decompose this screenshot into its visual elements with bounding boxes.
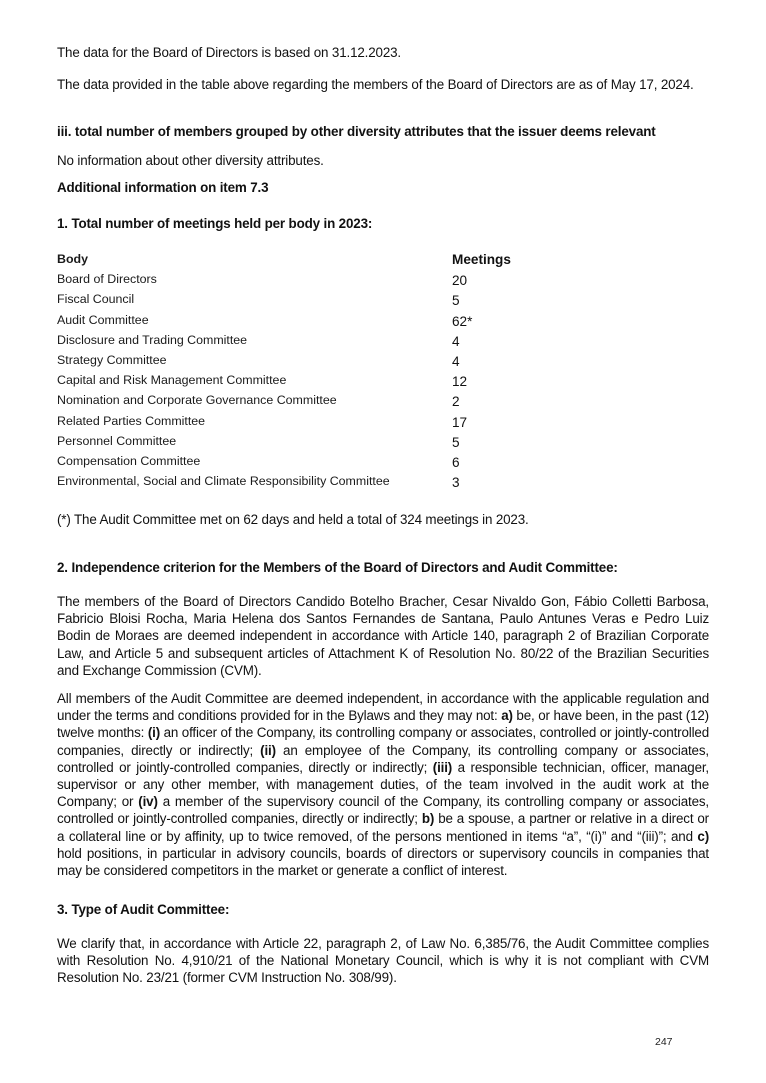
item-marker: c)	[697, 828, 709, 844]
page-number: 247	[655, 1036, 673, 1048]
meetings-cell: 4	[452, 333, 460, 349]
diversity-attributes-heading: iii. total number of members grouped by other diversity attributes that the issuer deems relevant	[57, 124, 656, 139]
text-segment: a responsible technician, officer, manager, supervisor or any other member, with management duties, of the team involved in the audit work at the Company; or	[57, 759, 710, 810]
column-header-meetings: Meetings	[452, 252, 511, 267]
audit-committee-independence-text	[57, 690, 709, 879]
body-cell: Board of Directors	[57, 272, 157, 287]
table-row	[57, 472, 537, 492]
body-cell: Personnel Committee	[57, 433, 177, 448]
body-cell: Strategy Committee	[57, 352, 167, 367]
item-marker: b)	[421, 811, 435, 827]
item-marker: (iii)	[432, 759, 453, 775]
table-row	[57, 391, 537, 411]
meetings-per-body-heading: 1. Total number of meetings held per body in 2023:	[57, 216, 373, 231]
meetings-cell: 3	[452, 475, 460, 491]
meetings-cell: 6	[452, 454, 460, 470]
text-segment: All members of the Audit Committee are deemed independent, in accordance with the applicable regulation and under the terms and conditions provided for in the Bylaws and they may not:	[57, 691, 709, 724]
additional-info-heading: Additional information on item 7.3	[57, 180, 269, 195]
independence-criterion-heading: 2. Independence criterion for the Members of the Board of Directors and Audit Committee:	[57, 560, 618, 575]
body-cell: Disclosure and Trading Committee	[57, 332, 248, 347]
meetings-cell: 20	[452, 273, 468, 289]
board-data-date-text: The data for the Board of Directors is based on 31.12.2023.	[57, 45, 401, 60]
table-row	[57, 452, 537, 472]
body-cell: Related Parties Committee	[57, 413, 206, 428]
meetings-cell: 5	[452, 434, 460, 450]
no-diversity-info-text: No information about other diversity attributes.	[57, 153, 324, 168]
body-cell: Environmental, Social and Climate Responsibility Committee	[57, 474, 390, 489]
audit-committee-type-text: We clarify that, in accordance with Article 22, paragraph 2, of Law No. 6,385/76, the Audit Committee complies with Resolution No. 4,910/21 of the National Monetary Council, which is why it is not compliant with CVM Resolution No. 23/21 (former CVM Instruction No. 308/99).	[57, 936, 709, 986]
meetings-cell: 5	[452, 293, 460, 309]
text-segment: be, or have been, in the past (12) twelve months:	[57, 708, 709, 741]
body-cell: Capital and Risk Management Committee	[57, 373, 287, 388]
text-segment: an officer of the Company, its controlling company or associates, controlled or jointly-controlled companies, directly or indirectly;	[57, 725, 710, 758]
body-cell: Nomination and Corporate Governance Committee	[57, 393, 337, 408]
text-segment: be a spouse, a partner or relative in a direct or a collateral line or by affinity, up to twice removed, of the persons mentioned in items “a”, “(i)” and “(iii)”; and	[57, 811, 709, 844]
table-row	[57, 311, 537, 331]
table-row	[57, 270, 537, 290]
meetings-cell: 2	[452, 394, 460, 410]
table-row	[57, 432, 537, 452]
table-row	[57, 351, 537, 371]
item-marker: (i)	[147, 725, 161, 741]
item-marker: (ii)	[260, 742, 276, 758]
text-segment: an employee of the Company, its controlling company or associates, controlled or jointly-controlled companies, directly or indirectly;	[57, 742, 709, 775]
meetings-cell: 17	[452, 414, 468, 430]
body-cell: Fiscal Council	[57, 292, 135, 307]
audit-committee-type-heading: 3. Type of Audit Committee:	[57, 902, 230, 917]
meetings-cell: 4	[452, 353, 460, 369]
column-header-body: Body	[57, 252, 88, 266]
text-segment: a member of the supervisory council of the Company, its controlling company or associates, controlled or jointly-controlled companies, directly or indirectly;	[57, 794, 709, 827]
item-marker: a)	[501, 708, 513, 724]
body-cell: Audit Committee	[57, 312, 149, 327]
independent-board-members-text: The members of the Board of Directors Candido Botelho Bracher, Cesar Nivaldo Gon, Fábio Colletti Barbosa, Fabricio Bloisi Rocha, Maria Helena dos Santos Fernandes de Santana, Paulo Antunes Veras e Pedro Luiz Bodin de Moraes are deemed independent in accordance with Article 140, paragraph 2 of Brazilian Corporate Law, and Article 5 and subsequent articles of Attachment K of Resolution No. 80/22 of the Brazilian Securities and Exchange Commission (CVM).	[57, 594, 709, 678]
table-header-row	[57, 250, 537, 270]
table-row	[57, 331, 537, 351]
text-segment: hold positions, in particular in advisory councils, boards of directors or supervisory councils in companies that may be considered competitors in the market or generate a conflict of interest.	[57, 845, 709, 879]
meetings-cell: 62*	[452, 313, 473, 329]
table-row	[57, 371, 537, 391]
meetings-table	[57, 250, 537, 492]
table-row	[57, 412, 537, 432]
meetings-cell: 12	[452, 374, 468, 390]
item-marker: (iv)	[138, 794, 158, 810]
body-cell: Compensation Committee	[57, 453, 201, 468]
table-row	[57, 290, 537, 310]
table-data-date-text: The data provided in the table above regarding the members of the Board of Directors are as of May 17, 2024.	[57, 77, 694, 92]
audit-committee-footnote: (*) The Audit Committee met on 62 days and held a total of 324 meetings in 2023.	[57, 512, 529, 527]
